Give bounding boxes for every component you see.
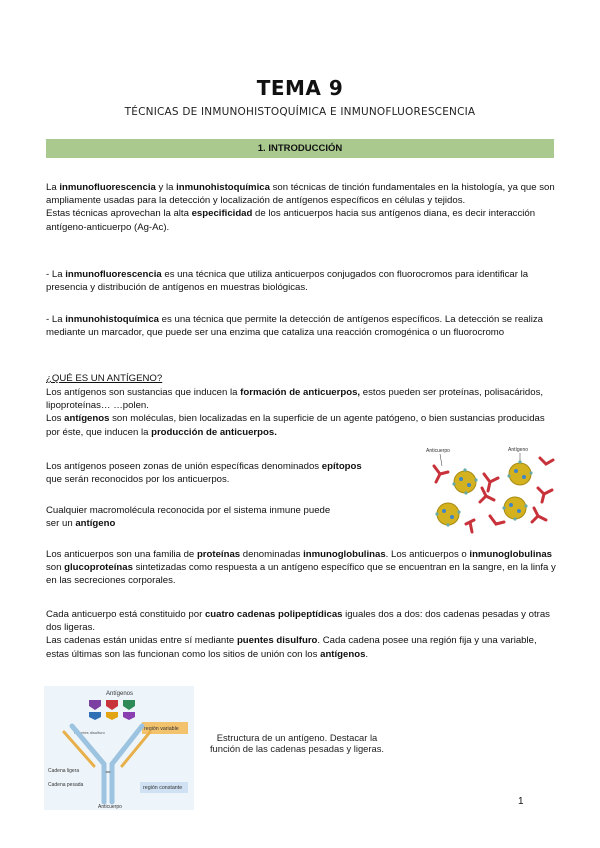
page-title: TEMA 9 xyxy=(256,76,344,100)
antigen-heading: ¿QUÉ ES UN ANTÍGENO? xyxy=(46,373,163,384)
antibody-paragraph-2: Cada anticuerpo está constituido por cuatro cadenas polipeptídicas iguales dos a dos: dos cadenas pesadas y otras dos ligeras. Las cadenas están unidas entre sí mediante puentes disulfuro. Cada cadena posee una región fija y una variable, estas últimas son las funcionan como los sitios de unión con los antígenos. xyxy=(46,609,550,660)
virus-particle xyxy=(507,460,532,485)
page-number: 1 xyxy=(518,796,524,807)
intro-paragraph-ihq: - La inmunohistoquímica es una técnica que permite la detección de antígenos específicos. La detección se realiza mediante un marcador, que puede ser una enzima que cataliza una reacción cromogénica o un fluorocromo xyxy=(46,314,544,339)
figure1-label-antibody: Anticuerpo xyxy=(426,448,450,454)
section-heading: 1. INTRODUCCIÓN xyxy=(46,139,554,158)
antibody-paragraph-1: Los anticuerpos son una familia de proteínas denominadas inmunoglobulinas. Los anticuerpos o inmunoglobulinas son glucoproteínas sintetizadas como respuesta a un antígeno específico que se encuentran en la sangre, en la linfa y en las secreciones corporales. xyxy=(46,549,556,587)
diagram-label-cadena-ligera: Cadena ligera xyxy=(48,768,80,774)
diagram-label-region-variable: región variable xyxy=(144,726,179,732)
virus-particle xyxy=(452,468,477,494)
intro-paragraph-if: - La inmunofluorescencia es una técnica que utiliza anticuerpos conjugados con fluorocromos para identificar la presencia y distribución de antígenos en muestras biológicas. xyxy=(46,269,529,294)
virus-particle xyxy=(502,497,527,521)
diagram-label-anticuerpo: Anticuerpo xyxy=(98,804,122,810)
antigen-antibody-illustration xyxy=(420,444,560,536)
antigen-paragraph-macro: Cualquier macromolécula reconocida por el sistema inmune puede ser un antígeno xyxy=(46,505,331,530)
diagram-label-puentes: Puentes disulfuro xyxy=(74,730,105,735)
antibody-structure-diagram xyxy=(44,686,194,810)
antigen-paragraph-1: Los antígenos son sustancias que inducen la formación de anticuerpos, estos pueden ser proteínas, polisacáridos, lipoproteínas… …polen. Los antígenos son moléculas, bien localizadas en la superficie de un agente patógeno, o bien sustancias producidas por éste, que inducen la producción de anticuerpos. xyxy=(46,387,545,438)
figure1-label-antigen: Antígeno xyxy=(508,447,529,453)
page-subtitle: TÉCNICAS DE INMUNOHISTOQUÍMICA E INMUNOFLUORESCENCIA xyxy=(124,106,476,118)
diagram-label-antigenos: Antígenos xyxy=(106,691,134,697)
intro-paragraph-1: La inmunofluorescencia y la inmunohistoquímica son técnicas de tinción fundamentales en la histología, ya que son ampliamente usadas para la detección y localización de antígenos específicos en células y tejidos. Estas técnicas aprovechan la alta especificidad de los anticuerpos hacia sus antígenos diana, es decir interacción antígeno-anticuerpo (Ag-Ac). xyxy=(46,182,555,233)
antigen-paragraph-epitopos: Los antígenos poseen zonas de unión específicas denominados epítopos que serán reconocidos por los anticuerpos. xyxy=(46,461,362,486)
figure-caption: Estructura de un antígeno. Destacar la función de las cadenas pesadas y ligeras. xyxy=(209,732,385,754)
diagram-label-region-constante: región constante xyxy=(143,785,183,791)
virus-particle xyxy=(435,503,460,527)
diagram-label-cadena-pesada: Cadena pesada xyxy=(48,782,84,788)
